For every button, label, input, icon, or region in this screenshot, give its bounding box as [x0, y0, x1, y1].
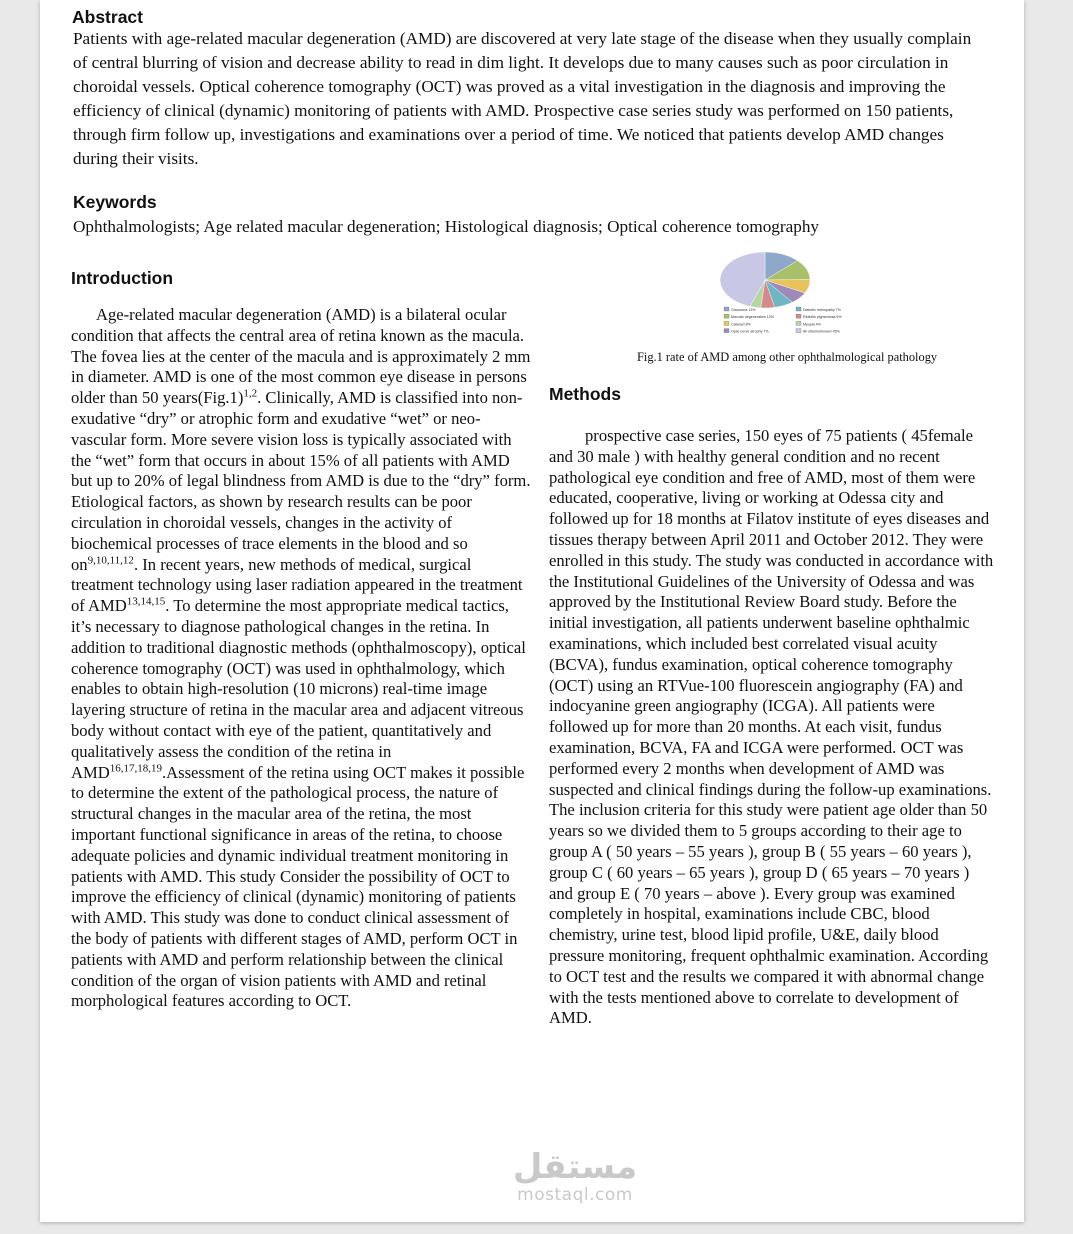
citation-ref: 16,17,18,19	[109, 762, 162, 774]
legend-swatch	[724, 321, 729, 325]
methods-heading: Methods	[549, 384, 621, 404]
intro-text-4: . To determine the most appropriate medical tactics, it’s necessary to diagnose pathological changes in the retina. In addition to traditional diagnostic methods (ophthalmoscopy), optical coherence tomography (OCT) was used in ophthalmology, which enables to obtain high-resolution (10 microns) real-time image layering structure of retina in the macular area and adjacent vitreous body without contact with eye of the patient, quantitatively and qualitatively assess the condition of the retina in AMD	[71, 596, 526, 782]
legend-swatch	[796, 307, 801, 311]
watermark-latin: mostaql.com	[517, 1185, 633, 1205]
legend-label: Diabetic retinopathy 7%	[803, 308, 841, 312]
legend-label: Macular degeneration 12%	[731, 315, 774, 320]
legend-swatch	[724, 307, 729, 311]
paper-page	[40, 0, 1024, 1222]
citation-ref: 9,10,11,12	[87, 554, 134, 567]
intro-text-2: . Clinically, AMD is classified into non-exudative “dry” or atrophic form and exudative “wet” or neo-vascular form. More severe vision loss is typically associated with the “wet” form that occurs in about 15% of all patients with AMD but up to 20% of legal blindness from AMD is due to the “dry” form. Etiological factors, as shown by research results can be poor circulation in choroidal vessels, changes in the activity of biochemical processes of trace elements in the blood and so on	[71, 388, 531, 574]
keywords-text: Ophthalmologists; Age related macular degeneration; Histological diagnosis; Optical coherence tomography	[73, 217, 820, 236]
watermark-arabic: مستقل	[512, 1147, 638, 1187]
legend-label: All other/unknown 45%	[803, 329, 840, 334]
abstract-heading: Abstract	[72, 7, 143, 27]
legend-label: Retinitis pigmentosa 5%	[803, 315, 842, 320]
figure-caption: Fig.1 rate of AMD among other ophthalmological pathology	[637, 350, 938, 364]
intro-text-5: .Assessment of the retina using OCT makes it possible to determine the extent of the pathological process, the nature of structural changes in the macular area of the retina, the most important functional significance in areas of the retina, to choose adequate policies and dynamic individual treatment monitoring in patients with AMD. This study Consider the possibility of OCT to improve the efficiency of clinical (dynamic) monitoring of patients with AMD. This study was done to conduct clinical assessment of the body of patients with different stages of AMD, perform OCT in patients with AMD and perform relationship between the clinical condition of the organ of vision patients with AMD and retinal morphological features according to OCT.	[71, 762, 525, 1011]
abstract-text: Patients with age-related macular degeneration (AMD) are discovered at very late stage of the disease when they usually complain of central blurring of vision and decrease ability to read in dim light. It develops due to many causes such as poor circulation in choroidal vessels. Optical coherence tomography (OCT) was proved as a vital investigation in the diagnosis and improving the efficiency of clinical (dynamic) monitoring of patients with AMD. Prospective case series study was performed on 150 patients, through firm follow up, investigations and examinations over a period of time. We noticed that patients develop AMD changes during their visits.	[73, 29, 972, 168]
legend-label: Glaucoma 13%	[731, 308, 756, 312]
intro-text-3: . In recent years, new methods of medical, surgical treatment technology using laser radiation appeared in the treatment of AMD	[71, 554, 523, 616]
legend-swatch	[796, 321, 801, 325]
legend-label: Optic nerve atrophy 7%	[731, 329, 769, 334]
citation-ref: 1,2	[243, 387, 258, 400]
legend-swatch	[796, 329, 801, 333]
pie-slices	[720, 252, 810, 308]
introduction-heading: Introduction	[71, 268, 174, 288]
legend-label: Cataract 8%	[731, 322, 751, 327]
pie-legend	[724, 307, 842, 334]
legend-swatch	[724, 329, 729, 333]
legend-swatch	[724, 314, 729, 318]
legend-label: Myopia 4%	[803, 322, 821, 327]
keywords-heading: Keywords	[73, 192, 157, 212]
site-watermark	[500, 1148, 650, 1204]
intro-text-1: Age-related macular degeneration (AMD) is a bilateral ocular condition that affects the central area of retina known as the macula. The fovea lies at the center of the macula and is approximately 2 mm in diameter. AMD is one of the most common eye disease in persons older than 50 years(Fig.1)	[71, 305, 531, 408]
citation-ref: 13,14,15	[126, 595, 166, 608]
legend-swatch	[796, 314, 801, 318]
introduction-text	[71, 305, 533, 1012]
methods-text: prospective case series, 150 eyes of 75 patients ( 45female and 30 male ) with healthy general condition and no recent pathological eye condition and free of AMD, most of them were educated, cooperative, living or working at Odessa city and followed up for 18 months at Filatov institute of eyes diseases and tissues therapy between April 2011 and October 2012. They were enrolled in this study. The study was conducted in accordance with the Institutional Guidelines of the University of Odessa and was approved by the Institutional Review Board study. Before the initial investigation, all patients underwent baseline ophthalmic examinations, which included best correlated visual acuity (BCVA), fundus examination, optical coherence tomography (OCT) using an RTVue-100 fluorescein angiography (FA) and indocyanine green angiography (ICGA). All patients were followed up for more than 20 months. At each visit, fundus examination, BCVA, FA and ICGA were performed. OCT was performed every 2 months when development of AMD was suspected and clinical findings during the follow-up examinations. The inclusion criteria for this study were patient age older than 50 years so we divided them to 5 groups according to their age to group A ( 50 years – 55 years ), group B ( 55 years – 60 years ), group C ( 60 years – 65 years ), group D ( 65 years – 70 years ) and group E ( 70 years – above ). Every group was examined completely in hospital, examinations include CBC, blood chemistry, urine test, blood lipid profile, U&E, daily blood pressure monitoring, frequent ophthalmic examination. According to OCT test and the results we compared it with abnormal change with the tests mentioned above to correlate to development of AMD.	[549, 426, 994, 1028]
figure-pie-chart	[680, 248, 860, 348]
